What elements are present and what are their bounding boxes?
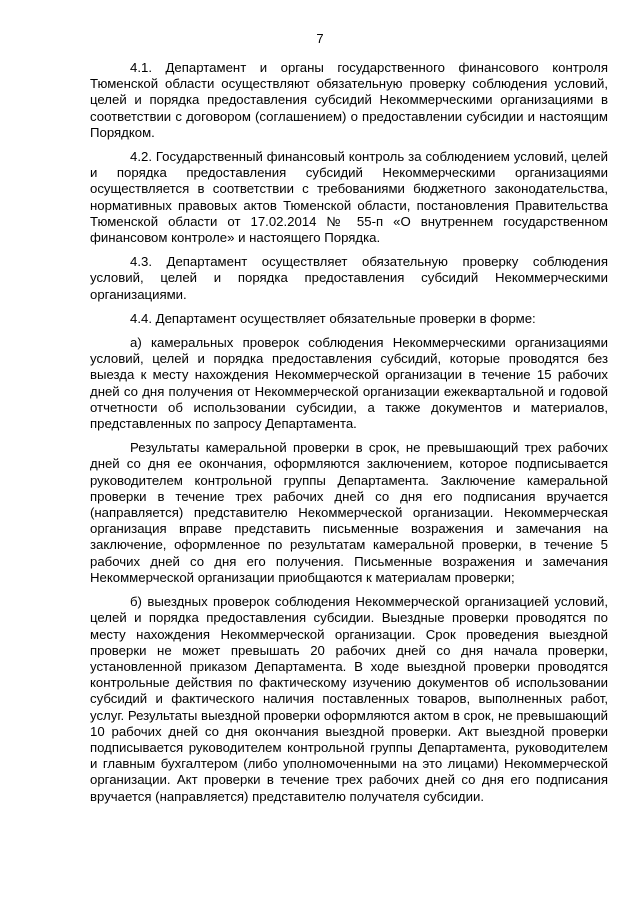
paragraph-4-1: 4.1. Департамент и органы государственного финансового контроля Тюменской области осуществляют обязательную проверку соблюдения условий, целей и порядка предоставления субсидий Некоммерческими организациями в соответствии с договором (соглашением) о предоставлении субсидии и настоящим Порядком.: [90, 60, 608, 140]
paragraph-4-4-b: б) выездных проверок соблюдения Некоммерческой организацией условий, целей и порядка предоставления субсидии. Выездные проверки проводятся по месту нахождения Некоммерческой организации. Срок проведения выездной проверки не может превышать 20 рабочих дней со дня начала проверки, установленной приказом Департамента. В ходе выездной проверки проводятся контрольные действия по фактическому изучению документов об использовании субсидий и фактического наличия поставленных товаров, выполненных работ, услуг. Результаты выездной проверки оформляются актом в срок, не превышающий 10 рабочих дней со дня окончания выездной проверки. Акт выездной проверки подписывается руководителем контрольной группы Департамента, руководителем и главным бухгалтером (либо уполномоченными на это лицами) Некоммерческой организации. Акт проверки в течение трех рабочих дней со дня его подписания вручается (направляется) представителю получателя субсидии.: [90, 594, 608, 804]
paragraph-4-4: 4.4. Департамент осуществляет обязательные проверки в форме:: [130, 310, 536, 326]
paragraph-4-2: 4.2. Государственный финансовый контроль за соблюдением условий, целей и порядка предоставления субсидий Некоммерческими организациями осуществляется в соответствии с требованиями бюджетного законодательства, нормативных правовых актов Тюменской области, постановления Правительства Тюменской области от 17.02.2014 № 55-п «О внутреннем государственном финансовом контроле» и настоящего Порядка.: [90, 149, 608, 246]
paragraph-camera-results: Результаты камеральной проверки в срок, не превышающий трех рабочих дней со дня ее окончания, оформляются заключением, которое подписывается руководителем контрольной группы Департамента. Заключение камеральной проверки в течение трех рабочих дней со дня его подписания вручается (направляется) представителю Некоммерческой организации. Некоммерческая организация вправе представить письменные возражения и замечания на заключение, оформленное по результатам камеральной проверки, в течение 5 рабочих дней со дня его получения. Письменные возражения и замечания Некоммерческой организации приобщаются к материалам проверки;: [90, 440, 608, 585]
paragraph-4-3: 4.3. Департамент осуществляет обязательную проверку соблюдения условий, целей и порядка предоставления субсидий Некоммерческими организациями.: [90, 254, 608, 302]
paragraph-4-4-a: а) камеральных проверок соблюдения Некоммерческими организациями условий, целей и порядка предоставления субсидий, которые проводятся без выезда к месту нахождения Некоммерческой организации в течение 15 рабочих дней со дня получения от Некоммерческой организации ежеквартальной и годовой отчетности об использовании субсидии, а также документов и материалов, представленных по запросу Департамента.: [90, 335, 608, 432]
page-number: 7: [316, 31, 324, 46]
document-body: [90, 60, 608, 813]
